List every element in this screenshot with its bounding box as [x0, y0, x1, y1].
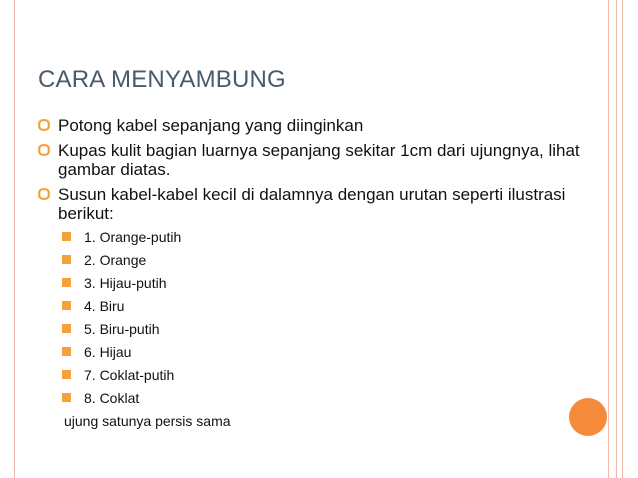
sub-bullet-item — [38, 367, 598, 383]
bullet-item — [38, 185, 598, 223]
frame-line-right-outer — [622, 0, 623, 478]
sub-bullet-item — [38, 229, 598, 245]
bullet-list — [38, 116, 598, 429]
bullet-item — [38, 116, 598, 135]
sub-bullet-text: 7. Coklat-putih — [84, 367, 175, 383]
sub-bullet-item — [38, 298, 598, 314]
sub-bullet-list — [38, 229, 598, 406]
bullet-ring-icon — [38, 144, 50, 156]
sub-bullet-item — [38, 275, 598, 291]
bullet-text: Kupas kulit bagian luarnya sepanjang sekitar 1cm dari ujungnya, lihat gambar diatas. — [58, 141, 580, 179]
sub-bullet-item — [38, 390, 598, 406]
sub-bullet-text: 1. Orange-putih — [84, 229, 182, 245]
slide-title: CARA MENYAMBUNG — [38, 66, 286, 93]
square-bullet-icon — [62, 301, 71, 310]
footer-note: ujung satunya persis sama — [64, 413, 231, 429]
decorative-orange-circle — [569, 398, 607, 436]
sub-bullet-text: 4. Biru — [84, 298, 125, 314]
square-bullet-icon — [62, 278, 71, 287]
sub-bullet-item — [38, 321, 598, 337]
sub-bullet-text: 8. Coklat — [84, 390, 140, 406]
frame-line-right-inner — [616, 0, 617, 478]
square-bullet-icon — [62, 370, 71, 379]
sub-bullet-item — [38, 252, 598, 268]
sub-bullet-text: 5. Biru-putih — [84, 321, 160, 337]
square-bullet-icon — [62, 393, 71, 402]
sub-bullet-text: 3. Hijau-putih — [84, 275, 167, 291]
frame-line-right — [608, 0, 609, 478]
square-bullet-icon — [62, 232, 71, 241]
square-bullet-icon — [62, 324, 71, 333]
square-bullet-icon — [62, 255, 71, 264]
sub-bullet-item — [38, 344, 598, 360]
bullet-item — [38, 141, 598, 179]
bullet-ring-icon — [38, 119, 50, 131]
square-bullet-icon — [62, 347, 71, 356]
bullet-text: Potong kabel sepanjang yang diinginkan — [58, 116, 364, 135]
bullet-ring-icon — [38, 188, 50, 200]
frame-line-left — [14, 0, 15, 478]
sub-bullet-text: 6. Hijau — [84, 344, 132, 360]
sub-bullet-text: 2. Orange — [84, 252, 147, 268]
bullet-text: Susun kabel-kabel kecil di dalamnya dengan urutan seperti ilustrasi berikut: — [58, 185, 566, 223]
